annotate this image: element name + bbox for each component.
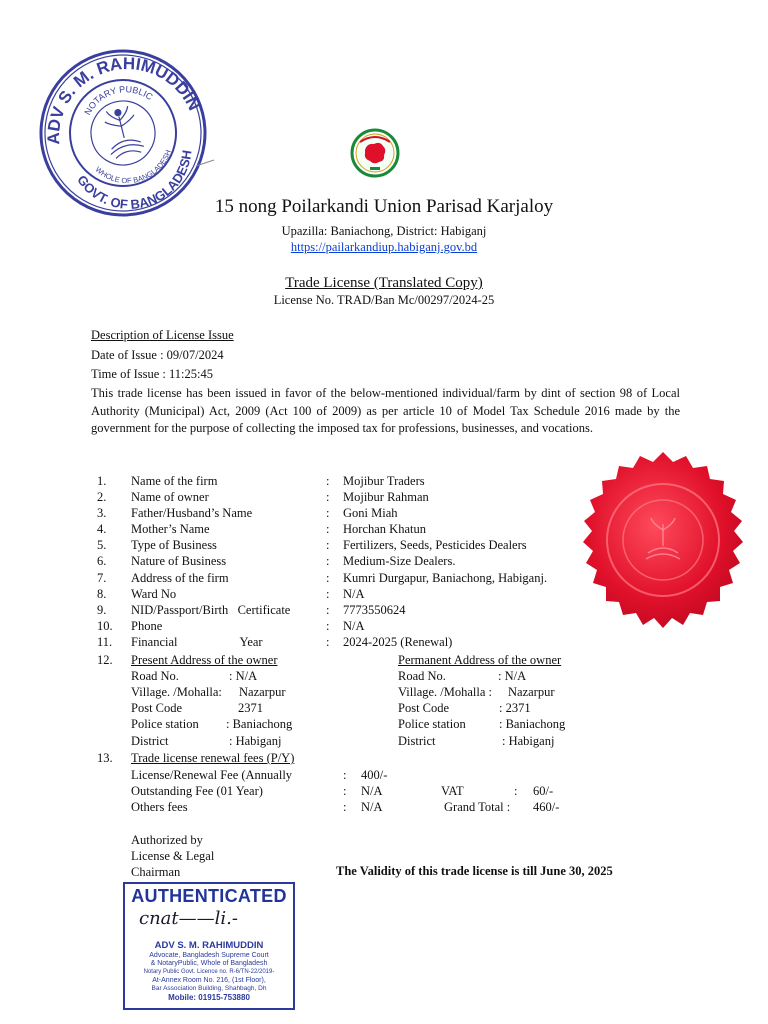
- notary-seal-inner-top: NOTARY PUBLIC: [82, 84, 155, 117]
- grand-total-label: Grand Total :: [444, 800, 511, 814]
- item-label: Mother’s Name: [131, 522, 210, 536]
- red-notary-seal: [568, 448, 758, 650]
- present-road-value: : N/A: [229, 669, 258, 683]
- permanent-postcode-value: : 2371: [499, 701, 531, 715]
- item-colon: :: [326, 571, 330, 585]
- notary-seal-emblem-icon: [100, 105, 145, 160]
- notary-seal-bottom-text: GOVT. OF BANGLADESH: [74, 149, 195, 212]
- item-number: 3.: [97, 506, 107, 520]
- present-village-label: Village. /Mohalla:: [131, 685, 222, 699]
- item-number: 11.: [97, 635, 113, 649]
- authorized-title-line: Chairman: [131, 865, 181, 879]
- item-label: Father/Husband’s Name: [131, 506, 253, 520]
- item-label: Financial Year: [131, 635, 263, 649]
- permanent-district-value: : Habiganj: [502, 734, 555, 748]
- fees-heading: Trade license renewal fees (P/Y): [131, 751, 295, 765]
- item-colon: :: [326, 635, 330, 649]
- stamp-mobile: Mobile: 01915-753880: [168, 993, 250, 1002]
- upazilla-line: Upazilla: Baniachong, District: Habiganj: [281, 224, 487, 238]
- item-value: N/A: [343, 587, 365, 601]
- item-value: 7773550624: [343, 603, 406, 617]
- item-number: 4.: [97, 522, 107, 536]
- stamp-line-3: Notary Public Govt. Licence no. R-6/TN-22/2019-: [143, 969, 275, 975]
- permanent-address-heading: Permanent Address of the owner: [398, 653, 562, 667]
- item-number: 8.: [97, 587, 107, 601]
- item-label: Name of owner: [131, 490, 209, 504]
- item-value: Fertilizers, Seeds, Pesticides Dealers: [343, 538, 527, 552]
- stamp-line-5: Bar Association Building, Shahbagh, Dh: [151, 985, 267, 992]
- item-number: 5.: [97, 538, 107, 552]
- item-number: 9.: [97, 603, 107, 617]
- present-postcode-label: Post Code: [131, 701, 183, 715]
- authenticated-stamp: [123, 882, 295, 1010]
- validity-statement: The Validity of this trade license is till June 30, 2025: [336, 864, 613, 878]
- authorized-by-line: Authorized by: [131, 833, 203, 847]
- permanent-postcode-label: Post Code: [398, 701, 450, 715]
- item-colon: :: [326, 522, 330, 536]
- present-district-value: : Habiganj: [229, 734, 282, 748]
- permanent-road-value: : N/A: [498, 669, 527, 683]
- item-value: Goni Miah: [343, 506, 398, 520]
- others-fee-value: N/A: [361, 800, 383, 814]
- item-number: 12.: [97, 653, 113, 667]
- permanent-district-label: District: [398, 734, 436, 748]
- item-value: Medium-Size Dealers.: [343, 554, 456, 568]
- authenticated-title: AUTHENTICATED: [131, 886, 287, 906]
- item-colon: :: [326, 603, 330, 617]
- item-label: Name of the firm: [131, 474, 218, 488]
- license-number: License No. TRAD/Ban Mc/00297/2024-25: [273, 293, 495, 307]
- others-fee-label: Others fees: [131, 800, 188, 814]
- item-value: Horchan Khatun: [343, 522, 426, 536]
- outstanding-fee-label: Outstanding Fee (01 Year): [131, 784, 263, 798]
- authorized-dept-line: License & Legal: [131, 849, 215, 863]
- item-colon: :: [326, 587, 330, 601]
- stamp-line-2: & NotaryPublic, Whole of Bangladesh: [150, 960, 268, 967]
- notary-seal-inner-bottom: WHOLE OF BANGLADESH: [93, 148, 173, 186]
- present-village-value: Nazarpur: [239, 685, 286, 699]
- description-paragraph: This trade license has been issued in favor of the below-mentioned individual/farm by dint of section 98 of Local Authority (Municipal) Act, 2009 (Act 100 of 2009) as per article 10 of Model Tax Schedule 2016 made by the government for the purpose of collecting the imposed tax for professions, businesses, and vocations.: [91, 386, 680, 435]
- item-colon: :: [326, 554, 330, 568]
- vat-value: 60/-: [533, 784, 554, 798]
- grand-total-value: 460/-: [533, 800, 560, 814]
- fee-colon: :: [343, 784, 347, 798]
- bangladesh-govt-emblem-icon: [350, 128, 400, 178]
- permanent-police-value: : Baniachong: [499, 717, 566, 731]
- item-number: 6.: [97, 554, 107, 568]
- item-colon: :: [326, 474, 330, 488]
- license-fee-label: License/Renewal Fee (Annually: [131, 768, 293, 782]
- fee-colon: :: [514, 784, 518, 798]
- stamp-name: ADV S. M. RAHIMUDDIN: [154, 940, 264, 951]
- item-value: Mojibur Traders: [343, 474, 425, 488]
- item-value: Mojibur Rahman: [343, 490, 429, 504]
- present-address-heading: Present Address of the owner: [131, 653, 278, 667]
- item-value: Kumri Durgapur, Baniachong, Habiganj.: [343, 571, 548, 585]
- vat-label: VAT: [441, 784, 464, 798]
- item-colon: :: [326, 490, 330, 504]
- stamp-line-4: At-Annex Room No. 216, (1st Floor),: [152, 977, 266, 984]
- permanent-village-value: Nazarpur: [508, 685, 555, 699]
- notary-seal-outer-text: ADV S. M. RAHIMUDDIN: [44, 53, 204, 145]
- present-police-value: : Baniachong: [226, 717, 293, 731]
- document-title: Trade License (Translated Copy): [285, 275, 483, 291]
- fee-colon: :: [343, 800, 347, 814]
- item-number: 2.: [97, 490, 107, 504]
- description-heading: Description of License Issue: [91, 328, 234, 342]
- item-number: 10.: [97, 619, 113, 633]
- handwritten-signature: cnat——li.-: [139, 908, 238, 929]
- item-label: Ward No: [131, 587, 177, 601]
- permanent-police-label: Police station: [398, 717, 466, 731]
- item-value: 2024-2025 (Renewal): [343, 635, 453, 649]
- website-link[interactable]: https://pailarkandiup.habiganj.gov.bd: [290, 240, 478, 254]
- item-colon: :: [326, 619, 330, 633]
- item-colon: :: [326, 506, 330, 520]
- date-of-issue: Date of Issue : 09/07/2024: [91, 348, 224, 362]
- item-colon: :: [326, 538, 330, 552]
- stamp-line-1: Advocate, Bangladesh Supreme Court: [149, 952, 269, 959]
- item-number: 1.: [97, 474, 107, 488]
- present-road-label: Road No.: [131, 669, 179, 683]
- item-value: N/A: [343, 619, 365, 633]
- present-police-label: Police station: [131, 717, 199, 731]
- present-postcode-value: 2371: [238, 701, 263, 715]
- item-label: Type of Business: [131, 538, 217, 552]
- item-label: Address of the firm: [131, 571, 229, 585]
- fee-colon: :: [343, 768, 347, 782]
- permanent-road-label: Road No.: [398, 669, 446, 683]
- item-label: NID/Passport/Birth Certificate: [131, 603, 291, 617]
- item-label: Phone: [131, 619, 163, 633]
- permanent-village-label: Village. /Mohalla :: [398, 685, 493, 699]
- item-label: Nature of Business: [131, 554, 227, 568]
- license-fee-value: 400/-: [361, 768, 388, 782]
- item-number: 7.: [97, 571, 107, 585]
- present-district-label: District: [131, 734, 169, 748]
- outstanding-fee-value: N/A: [361, 784, 383, 798]
- item-number: 13.: [97, 751, 113, 765]
- office-name: 15 nong Poilarkandi Union Parisad Karjaloy: [214, 196, 554, 217]
- time-of-issue: Time of Issue : 11:25:45: [91, 367, 213, 381]
